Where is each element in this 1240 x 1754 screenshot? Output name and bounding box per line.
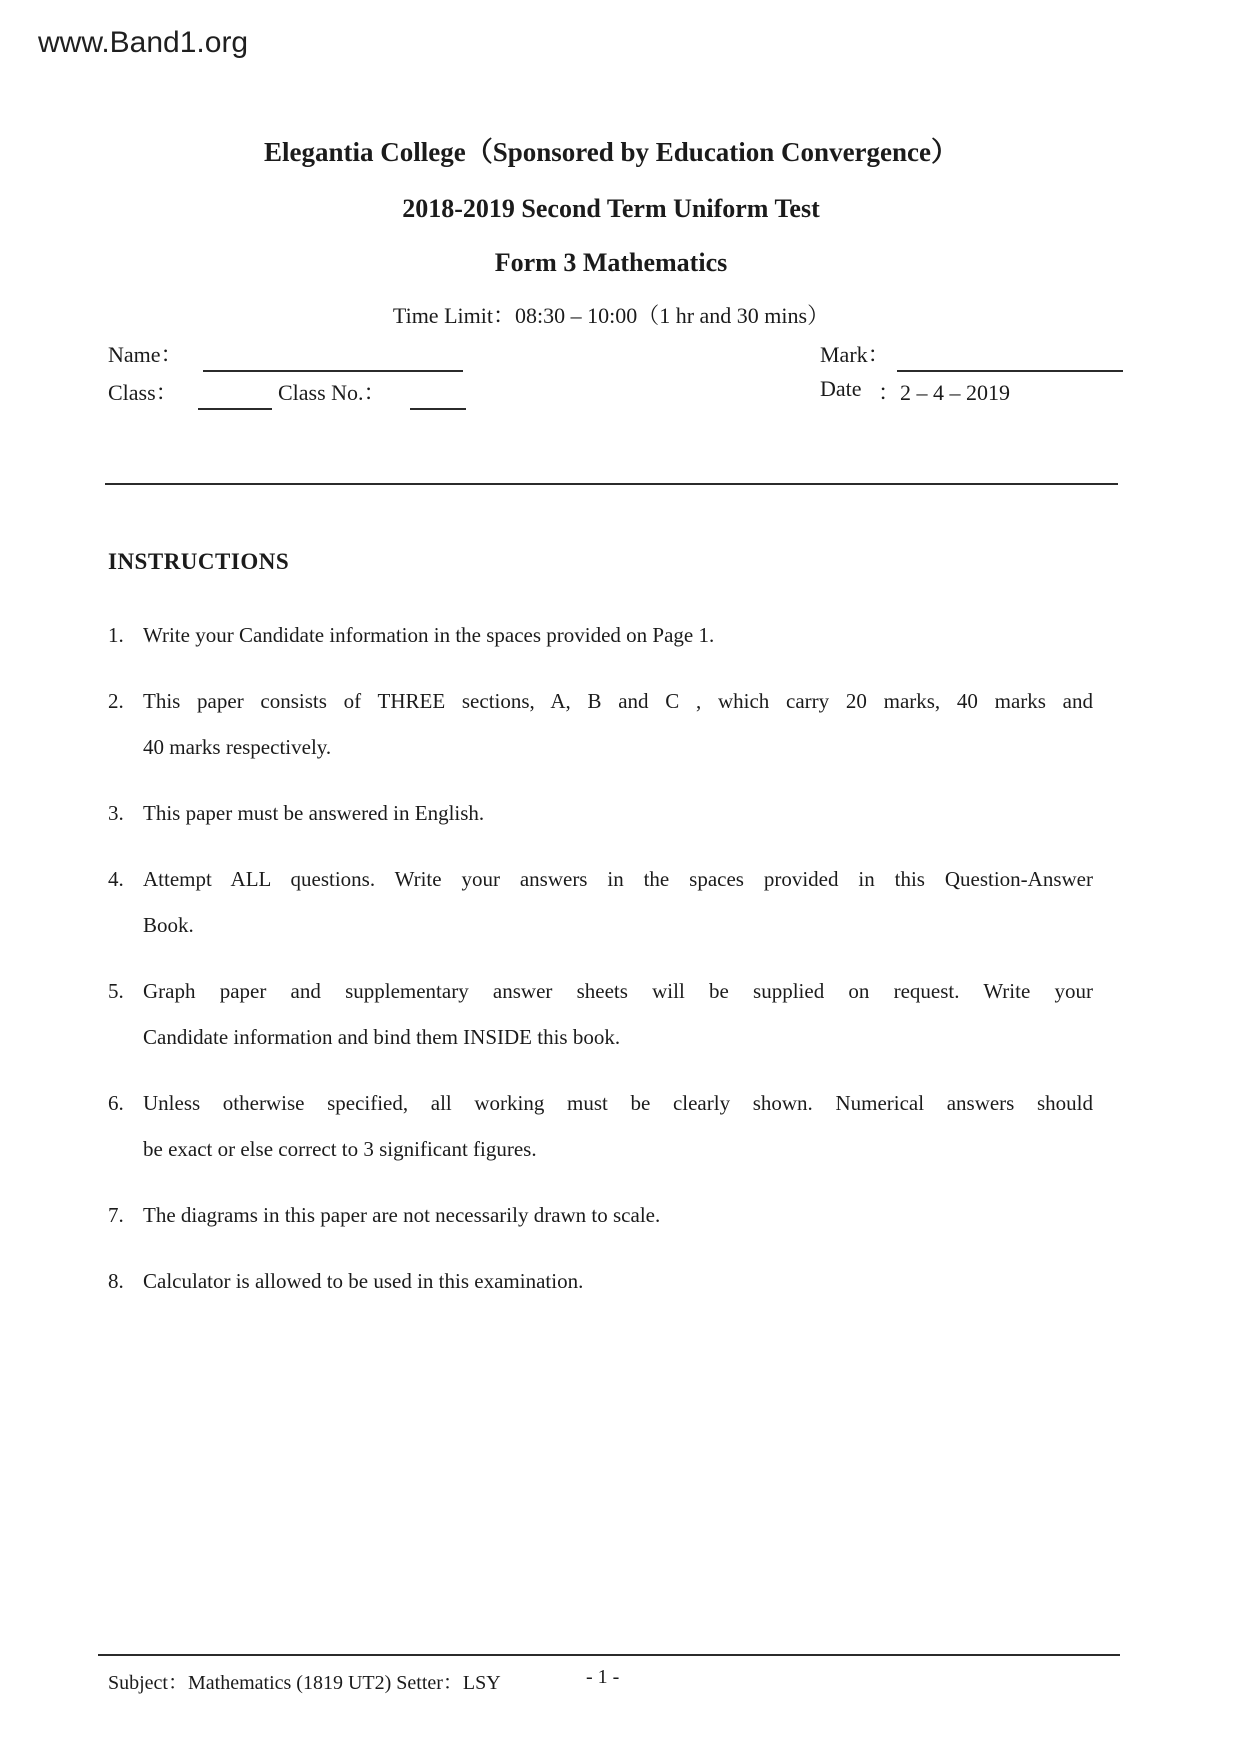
- instruction-line: 40 marks respectively.: [143, 735, 332, 759]
- instruction-line: Calculator is allowed to be used in this examination.: [143, 1269, 584, 1293]
- instruction-text: [143, 1192, 1093, 1238]
- instruction-text: [143, 856, 1093, 948]
- instruction-number: 3.: [108, 801, 124, 825]
- instruction-text: [143, 1080, 1093, 1172]
- instruction-number: 4.: [108, 867, 124, 891]
- section-divider: [105, 483, 1118, 485]
- instruction-line: This paper must be answered in English.: [143, 801, 485, 825]
- class-no-label: Class No.：: [278, 380, 386, 405]
- mark-field-line: [897, 340, 1123, 372]
- instruction-number: 2.: [108, 689, 124, 713]
- watermark-url: www.Band1.org: [38, 26, 249, 59]
- instruction-item: [108, 678, 1098, 770]
- instruction-item: [108, 1192, 1098, 1238]
- instruction-number: 6.: [108, 1091, 124, 1115]
- instruction-text: [143, 612, 1093, 658]
- instruction-line: Attempt ALL questions. Write your answers in the spaces provided in this Question-Answer: [143, 867, 1093, 891]
- class-field-line: [198, 378, 272, 410]
- instruction-number: 1.: [108, 623, 124, 647]
- instruction-number: 5.: [108, 979, 124, 1003]
- test-title: 2018-2019 Second Term Uniform Test: [402, 194, 820, 223]
- instructions-list: [108, 612, 1098, 1324]
- date-label: Date: [820, 376, 862, 401]
- instruction-line: Write your Candidate information in the spaces provided on Page 1.: [143, 623, 715, 647]
- instruction-item: [108, 856, 1098, 948]
- instruction-text: [143, 1258, 1093, 1304]
- name-label: Name：: [108, 342, 183, 367]
- class-label: Class：: [108, 380, 178, 405]
- date-value: ：2 – 4 – 2019: [878, 380, 1011, 405]
- instruction-line: This paper consists of THREE sections, A, B and C , which carry 20 marks, 40 marks and: [143, 689, 1093, 713]
- footer-page-number: - 1 -: [586, 1666, 620, 1688]
- instruction-line: be exact or else correct to 3 significant figures.: [143, 1137, 537, 1161]
- instruction-item: [108, 1080, 1098, 1172]
- name-field-line: [203, 340, 463, 372]
- time-limit-text: Time Limit：08:30 – 10:00（1 hr and 30 mins）: [392, 303, 830, 328]
- mark-label: Mark：: [820, 342, 890, 367]
- instruction-line: Graph paper and supplementary answer sheets will be supplied on request. Write your: [143, 979, 1093, 1003]
- footer-divider: [98, 1654, 1120, 1656]
- instructions-heading: INSTRUCTIONS: [108, 549, 290, 574]
- instruction-number: 8.: [108, 1269, 124, 1293]
- instruction-line: Candidate information and bind them INSIDE this book.: [143, 1025, 621, 1049]
- instruction-line: The diagrams in this paper are not necessarily drawn to scale.: [143, 1203, 661, 1227]
- instruction-number: 7.: [108, 1203, 124, 1227]
- instruction-item: [108, 790, 1098, 836]
- school-title: Elegantia College（Sponsored by Education Convergence）: [263, 137, 959, 167]
- instruction-text: [143, 790, 1093, 836]
- instruction-item: [108, 612, 1098, 658]
- instruction-item: [108, 1258, 1098, 1304]
- instruction-text: [143, 968, 1093, 1060]
- form-subject-title: Form 3 Mathematics: [494, 248, 728, 277]
- instruction-line: Book.: [143, 913, 194, 937]
- instruction-item: [108, 968, 1098, 1060]
- instruction-line: Unless otherwise specified, all working must be clearly shown. Numerical answers should: [143, 1091, 1093, 1115]
- instruction-text: [143, 678, 1093, 770]
- footer-subject: Subject：Mathematics (1819 UT2) Setter：LSY: [108, 1672, 501, 1694]
- class-no-field-line: [410, 378, 466, 410]
